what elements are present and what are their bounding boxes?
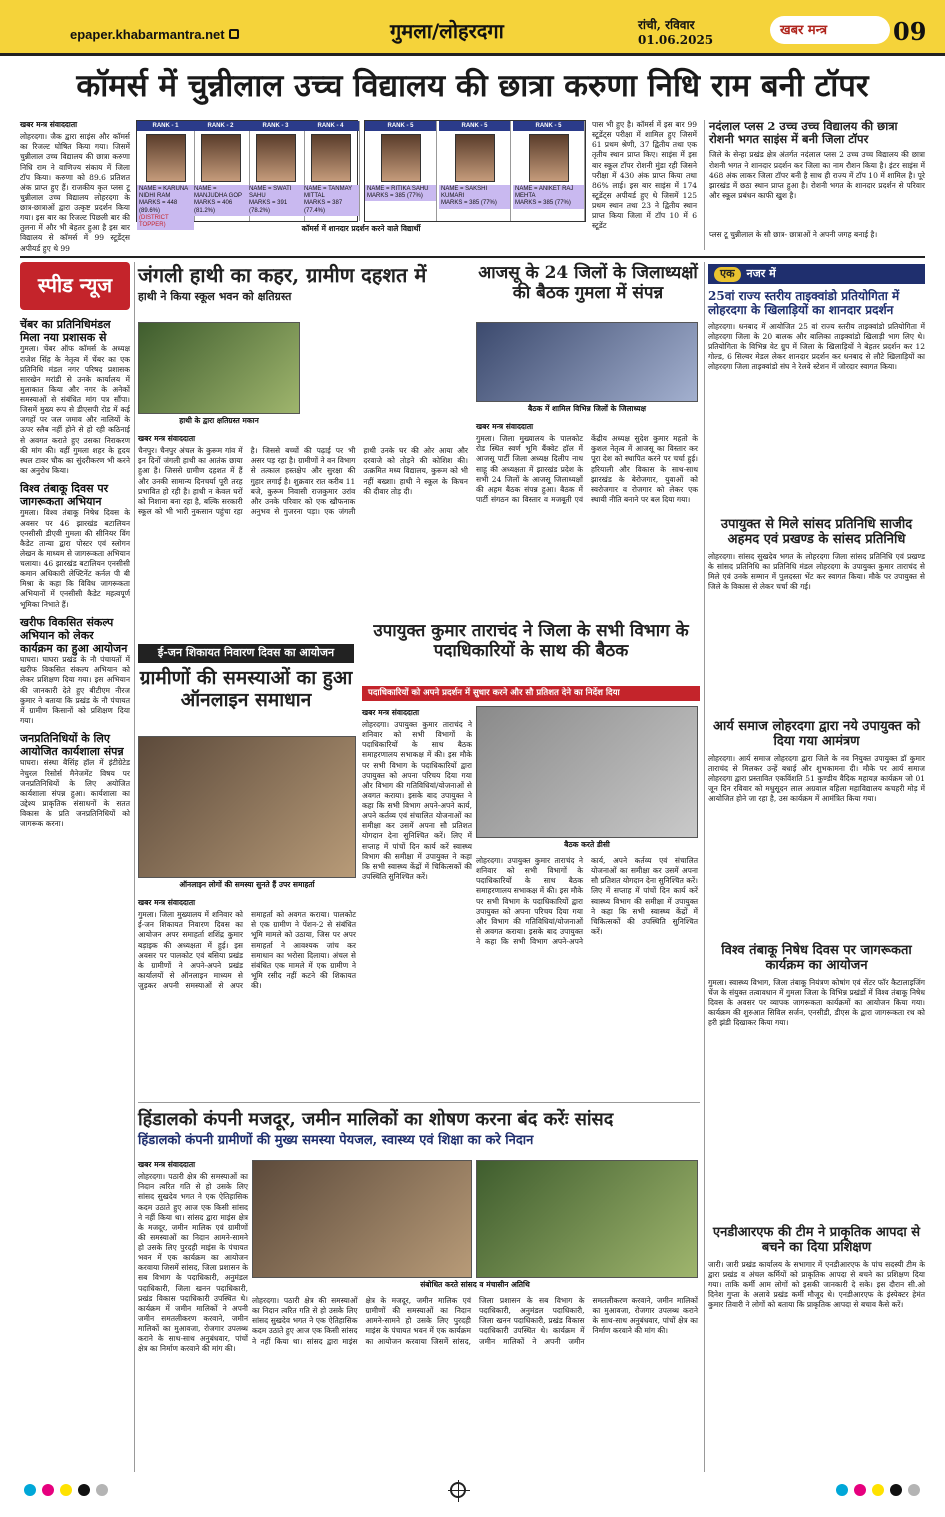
site-url-text[interactable]: epaper.khabarmantra.net bbox=[70, 27, 225, 42]
ajsu-body: गुमला। जिला मुख्यालय के पालकोट रोड स्थित स्वर्ण भूमि बैंक्वेट हॉल में आजसू पार्टी जिला अध्यक्ष दिलीप नाथ साहू की अध्यक्षता में झारखंड प्रदेश के सभी 24 जिलों के आजसू जिलाध्यक्षों की अहम बैठक संपन्न हुआ। बैठक में पार्टी संगठन का विस्तार व मजबूती एवं केंद्रीय अध्यक्ष सुदेश कुमार महतो के कुशल नेतृत्व में आजसू का विस्तार कर पूरा देश को स्थापित करने पर चर्चा हुई। हरियाली और विकास के साथ-साथ झारखंड के बेरोजगार, युवाओं को स्वरोजगार व रोजगार को लेकर एक स्थायी नीति बनाने पर बल दिया गया। bbox=[476, 434, 698, 504]
dateline bbox=[638, 18, 713, 48]
topper-marks: MARKS = 448 (89.6%) bbox=[139, 200, 178, 214]
divider bbox=[138, 1102, 700, 1103]
city-day: रांची, रविवार bbox=[638, 18, 695, 32]
topper-photo bbox=[146, 134, 186, 182]
taekwondo-body: लोहरदगा। धनबाद में आयोजित 25 वां राज्य स्तरीय ताइक्वांडो प्रतियोगिता में लोहरदगा जिला के 20 बालक और बालिका ताइक्वांडो खिलाड़ी भाग लिए थे। प्रतियोगिता के विभिन्न वेट ग्रुप में जिला के खिलाड़ियों ने बेहतर प्रदर्शन कर 12 गोल्ड, 6 सिल्वर मेडल लेकर शानदार प्रदर्शन कर धनबाद से लौटे खिलाड़ियों का लोहरदगा जिला ताइक्वांडो संघ ने रेलवे स्टेशन में जोरदार स्वागत किया। bbox=[708, 321, 925, 372]
hindalco-col1 bbox=[138, 1158, 248, 1468]
topper-marks: MARKS = 385 (77%) bbox=[441, 200, 497, 207]
hindalco-headline: हिंडालको कंपनी मजदूर, जमीन मालिकों का शोषण करना बंद करेंः सांसद bbox=[138, 1109, 614, 1130]
ejan-caption: ऑनलाइन लोगों की समस्या सुनते हैं उपर समाहर्ता bbox=[179, 880, 315, 889]
speed-news-badge: स्पीड न्यूज bbox=[20, 262, 130, 310]
topper-card bbox=[302, 121, 360, 221]
side-top-headline: नदंलाल प्लस 2 उच्च उच्च विद्यालय की छात्रा रोशनी भगत साइंस में बनी जिला टॉपर bbox=[709, 119, 898, 147]
topper-name-text: NAME = RITIKA SAHU bbox=[367, 186, 429, 193]
arya-headline: आर्य समाज लोहरदगा द्वारा नये उपायुक्त को दिया गया आमंत्रण bbox=[713, 719, 920, 749]
topper-card bbox=[439, 121, 511, 221]
speed-news-body: गुमला। चेंबर ऑफ कॉमर्स के अध्यक्ष राजेश सिंह के नेतृत्व में चेंबर का एक प्रतिनिधि मंडल नगर परिषद प्रशासक सारखेन मरांडी से उनके कार्यालय में मुलाकात किया और नगर के अनेकों समस्याओं से संबंधित मांग पत्र सौंपा। जिसमें मुख्य रूप से डीएसपी रोड में कई जगहों पर जल जमाव और नालियों के ऊपर स्लैब नहीं होने से हो रही कठिनाई से अवगत कराते हुए उसका निराकरण की मांग की। वहीं गुमला शहर के हृदय स्थल टावर चौक का सुंदरीकरण भी करने का अनुरोध किया। bbox=[20, 344, 130, 475]
topper-card bbox=[137, 121, 195, 229]
ejan-byline: खबर मन्त्र संवाददाता bbox=[138, 898, 196, 907]
topper-name bbox=[302, 185, 359, 216]
dc-mp-headline: उपायुक्त से मिले सांसद प्रतिनिधि साजीद अहमद एवं प्रखण्ड के सांसद प्रतिनिधि bbox=[720, 517, 913, 547]
lead-body: लोहरदगा। जैक द्वारा साइंस और कॉमर्स का रिजल्ट घोषित किया गया। जिसमें चुन्नीलाल उच्च विद्यालय की छात्रा करुणा निधि राम ने वाणिज्य संकाय में जिला टॉप किया। करुणा को 89.6 प्रतिशत अंक प्राप्त हुए हैं। राजकीय कृत प्लस टू चुन्नीलाल उच्च विद्यालय लोहरदगा के छात्र-छात्राओं द्वारा उत्कृष्ट प्रदर्शन किया गया। इस बार का रिजल्ट पिछली बार की तुलना में और भी बेहतर हुआ है इस बार विद्यालय से कॉमर्स में 99 स्टूडेंट्स अपीयर्ड हुए थे 99 bbox=[20, 132, 130, 253]
topper-photo bbox=[455, 134, 495, 182]
topper-card bbox=[513, 121, 585, 221]
topper-photo bbox=[381, 134, 421, 182]
speed-news-title: खरीफ विकसित संकल्प अभियान को लेकर कार्यक्रम का हुआ आयोजन bbox=[20, 615, 128, 655]
dc-meeting-caption: बैठक करते डीसी bbox=[564, 840, 610, 849]
speed-news-column bbox=[20, 312, 130, 1472]
ek-badge: एक bbox=[714, 267, 741, 282]
topper-rank: RANK - 1 bbox=[137, 121, 194, 131]
registration-mark-icon bbox=[450, 1482, 466, 1498]
elephant-caption: हाथी के द्वारा क्षतिग्रस्त मकान bbox=[179, 416, 259, 425]
color-bar-right bbox=[836, 1484, 920, 1496]
ejan-body-block bbox=[138, 896, 356, 1096]
topper-name-text: NAME = TANMAY MITTAL bbox=[304, 186, 353, 200]
color-swatch bbox=[42, 1484, 54, 1496]
ejan-headline: ग्रामीणों की समस्याओं का हुआ ऑनलाइन समाधान bbox=[139, 667, 353, 711]
speed-news-title: जनप्रतिनिधियों के लिए आयोजित कार्यशाला संपन्न bbox=[20, 732, 124, 759]
topper-name-text: NAME = SAKSHI KUMARI bbox=[441, 186, 488, 200]
cursor-icon bbox=[229, 29, 239, 39]
toppers-photo-set-2 bbox=[364, 120, 586, 222]
topper-card bbox=[247, 121, 305, 221]
dc-meeting-headline: उपायुक्त कुमार ताराचंद ने जिला के सभी विभाग के पदाधिकारियों के साथ की बैठक bbox=[373, 621, 689, 661]
topper-rank: RANK - 5 bbox=[439, 121, 510, 131]
hindalco-subhead: हिंडालको कंपनी ग्रामीणों की मुख्य समस्या पेयजल, स्वास्थ्य एवं शिक्षा का करे निदान bbox=[138, 1133, 534, 1148]
elephant-story bbox=[138, 264, 468, 304]
lead-story-col1 bbox=[20, 118, 130, 253]
ejan-body: गुमला। जिला मुख्यालय में शनिवार को ई-जन शिकायत निवारण दिवस का आयोजन अपर समाहर्ता शशिंद्र कुमार बड़ाइक की अध्यक्षता में हुई। इस अवसर पर पालकोट एवं बसिया प्रखंड के ग्रामीणों ने अपने-अपने प्रखंड कार्यालयों से ऑनलाइन माध्यम से जुड़कर अपनी समस्याओं से अपर समाहर्ता को अवगत कराया। पालकोट से एक ग्रामीण ने पेंशन-2 से संबंधित भूमि मामले को उठाया, जिस पर अपर समाहर्ता ने आवश्यक जांच कर समाधान का भरोसा दिलाया। अंचल से संबंधित एक मामले में एक ग्रामीण ने भूमि रसीद नहीं कटने की शिकायत की। bbox=[138, 910, 356, 990]
divider bbox=[704, 262, 705, 1472]
speed-news-body: गुमला। विश्व तंबाकू निषेध दिवस के अवसर पर 46 झारखंड बटालियन एनसीसी डीएवी गुमला की सीनियर विंग कैडेट तान्या द्वारा पोस्टर एवं स्लोगन लेखन के माध्यम से जागरूकता अभियान चलाया। 46 झारखंड बटालियन एनसीसी कमान अधिकारी लेफ्टिनेंट कर्नल पी बी मिश्रा के कहा कि विविध जागरूकता अभियानों में एनसीसी कैडेट महत्वपूर्ण भूमिका निभाते हैं। bbox=[20, 508, 130, 609]
color-swatch bbox=[908, 1484, 920, 1496]
divider bbox=[134, 262, 135, 1472]
speed-news-body: घाघरा। घाघरा प्रखंड के नौ पंचायतों में खरीफ विकसित संकल्प अभियान को लेकर प्रशिक्षण दिया गया। इस अभियान की जानकारी देते हुए बीटीएम नीरज कुमार ने बताया कि प्रखंड के नौ पंचायत में ग्रामीण किसानों को प्रशिक्षण दिया गया। bbox=[20, 655, 130, 725]
site-url[interactable] bbox=[70, 26, 239, 44]
hindalco-photo-1 bbox=[252, 1160, 472, 1278]
dc-meeting-body-left: लोहरदगा। उपायुक्त कुमार ताराचंद ने शनिवार को सभी विभागों के पदाधिकारियों के साथ बैठक समाहरणालय सभाकक्ष में की। इस मौके पर सभी विभाग के पदाधिकारियों द्वारा उपायुक्त को अपना परिचय दिया गया और विभाग की गतिविधियां/योजनाओं से अवगत कराया। इसके बाद उपायुक्त ने कहा कि सभी विभाग अपने-अपने कार्य, अपने कर्तव्य एवं संचालित योजनाओं का समीक्षा कर उसमें अपना सौ प्रतिशत योगदान देना सुनिश्चित करें। लिए में सप्ताह में पांचों दिन कार्य करें स्वास्थ्य विभाग की समीक्षा में उपायुक्त ने कहा कि सभी स्वास्थ्य केंद्रों में चिकित्सकों की उपस्थिति सुनिश्चित करें। bbox=[362, 720, 472, 881]
toppers-photo-set-1 bbox=[136, 120, 358, 229]
side-top-tail: प्लस टू चुन्नीलाल के सौ छात्र- छात्राओं ने अपनी जगह बनाई है। bbox=[709, 230, 878, 240]
topper-marks: MARKS = 391 (78.2%) bbox=[249, 200, 288, 214]
speed-news-title: विश्व तंबाकू दिवस पर जागरूकता अभियान bbox=[20, 482, 109, 509]
ejan-photo bbox=[138, 736, 356, 878]
topper-photo bbox=[201, 134, 241, 182]
ajsu-photo bbox=[476, 322, 698, 402]
lead-headline: कॉमर्स में चुन्नीलाल उच्च विद्यालय की छात्रा करुणा निधि राम बनी टॉपर bbox=[76, 68, 869, 104]
topper-rank: RANK - 5 bbox=[513, 121, 584, 131]
topper-name-text: NAME = SWATI SAHU bbox=[249, 186, 292, 200]
tobacco-headline: विश्व तंबाकू निषेध दिवस पर जागरूकता कार्यक्रम का आयोजन bbox=[721, 943, 912, 973]
topper-photo bbox=[529, 134, 569, 182]
ejan-bar: ई-जन शिकायत निवारण दिवस का आयोजन bbox=[138, 644, 354, 663]
color-swatch bbox=[890, 1484, 902, 1496]
tobacco-story bbox=[708, 944, 925, 1210]
topper-name-text: NAME = MANJUDHA GOP bbox=[194, 186, 243, 200]
hindalco-caption: संबोधित करते सांसद व मंचासीन अतिथि bbox=[420, 1280, 530, 1289]
dc-mp-story bbox=[708, 518, 925, 692]
ajsu-caption: बैठक में शामिल विभिन्न जिलों के जिलाध्यक्ष bbox=[527, 404, 647, 413]
hindalco-byline: खबर मन्त्र संवाददाता bbox=[138, 1160, 196, 1169]
speed-news-title: चेंबर का प्रतिनिधिमंडल मिला नया प्रशासक से bbox=[20, 318, 111, 345]
side-top-body: जिले के सेन्हा प्रखंड क्षेत्र अंतर्गत नदंलाल प्लस 2 उच्च उच्च विद्यालय की छात्रा रोशनी भगत ने शानदार प्रदर्शन कर जिला का नाम रौशन किया है। इंटर साइंस में 468 अंक लाकर जिला टॉपर बनी है साथ ही राज्य में टॉप 10 में शामिल है। पूरे झारखंड में छठा स्थान प्राप्त हुआ है। रोशनी भगत के शानदार प्रदर्शन से परिवार और स्कूल प्रबंधन काफी खुश है। bbox=[709, 150, 925, 200]
elephant-subhead: हाथी ने किया स्कूल भवन को क्षतिग्रस्त bbox=[138, 290, 292, 303]
side-top-story bbox=[704, 120, 925, 250]
topper-photo bbox=[311, 134, 351, 182]
dc-meeting-photo bbox=[476, 706, 698, 838]
hindalco-body-left: लोहरदगा। पठारी क्षेत्र की समस्याओं का निदान त्वरित गति से हो उसके लिए सांसद सुखदेव भगत ने एक ऐतिहासिक कदम उठाते हुए आज एक किसी सांसद ने नहीं किया था। सांसद द्वारा माइंस क्षेत्र के मजदूर, जमीन मालिक एवं ग्रामीणों की समस्याओं का निदान आमने-सामने हो उसके लिए पुरदही माइंस के पंचायत भवन में एक कार्यक्रम का आयोजन करवाया जिसमें सांसद, जिला प्रशासन के सब विभाग के पदाधिकारी, अनुमंडल पदाधिकारी, जिला खनन पदाधिकारी, प्रखंड विकास पदाधिकारी उपस्थित थे। कार्यक्रम में जमीन मालिकों ने अपनी जमीन समतलीकरण करवाने, जमीन मालिकों का मुआवजा, रोजगार उपलब्ध कराने के साथ-साथ अनुबंधवार, पांचों क्षेत्र का निर्माण करवाने की मांग की। bbox=[138, 1172, 248, 1354]
divider bbox=[20, 256, 925, 258]
topper-note: (DISTRICT TOPPER) bbox=[139, 214, 169, 229]
topper-name-text: NAME = KARUNA NIDHI RAM bbox=[139, 186, 188, 200]
date: 01.06.2025 bbox=[638, 33, 714, 47]
dc-meeting-subhead: पदाधिकारियों को अपने प्रदर्शन में सुधार करने और सौ प्रतिशत देने का निर्देश दिया bbox=[362, 686, 700, 701]
topper-rank: RANK - 4 bbox=[302, 121, 359, 131]
topper-marks: MARKS = 385 (77%) bbox=[367, 193, 423, 200]
color-swatch bbox=[836, 1484, 848, 1496]
elephant-body: चैनपुर। चैनपुर अंचल के कुरूम गांव में इन दिनों जंगली हाथी का आतंक छाया हुआ है। जिससे ग्रामीण दहशत में हैं और उनकी सामान्य दिनचर्या पूरी तरह प्रभावित हो रही है। हाथी न केवल घरों को निशाना बना रहा है, बल्कि सरकारी स्कूल को भी भारी नुकसान पहुंचा रहा है। जिससे बच्चों की पढ़ाई पर भी असर पड़ रहा है। ग्रामीणों ने वन विभाग से तत्काल हस्तक्षेप और सुरक्षा की गुहार लगाई है। शुक्रवार रात करीब 11 बजे, कुरूम निवासी राजकुमार उरांव और उनके परिवार को एक खौफनाक अनुभव से गुजरना पड़ा। एक जंगली हाथी उनके घर की ओर आया और दरवाजे को तोड़ने की कोशिश की। उत्क्रमित मध्य विद्यालय, कुरूम को भी नहीं बख्शा। हाथी ने स्कूल के किचन की दीवार तोड़ दी। bbox=[138, 446, 468, 516]
topper-rank: RANK - 2 bbox=[192, 121, 249, 131]
page-number: 09 bbox=[893, 17, 927, 46]
topper-marks: MARKS = 406 (81.2%) bbox=[194, 200, 233, 214]
ndrf-headline: एनडीआरएफ की टीम ने प्राकृतिक आपदा से बचने का दिया प्रशिक्षण bbox=[712, 1225, 921, 1255]
dc-mp-body: लोहरदगा। सांसद सुखदेव भगत के लोहरदगा जिला सांसद प्रतिनिधि एवं प्रखण्ड के सांसद प्रतिनिधि का प्रतिनिधि मंडल लोहरदगा के उपायुक्त कुमार ताराचंद से मिले एवं उनके सम्मान में पुलदस्ता भेंट कर स्वागत किया। मौके पर उपायुक्त से जिले के विकास से लेकर चर्चा की गई। bbox=[708, 551, 925, 592]
elephant-headline: जंगली हाथी का कहर, ग्रामीण दहशत में bbox=[138, 263, 427, 287]
nazar-label: नजर में bbox=[746, 267, 776, 280]
topper-name bbox=[439, 185, 510, 209]
speed-news-body: घाघरा। संस्था बैसिंह हॉल में इंटीग्रेटेड नेचुरल रिसोर्स मैनेजमेंट विषय पर जनप्रतिनिधियों के लिए अयोजित कार्यशाला संपन्न हुआ। कार्यशाला का उद्देश्य प्राकृतिक संसाधनों के सतत विकास के प्रति जनप्रतिनिधियों को जागरूक करना। bbox=[20, 758, 130, 829]
elephant-byline: खबर मन्त्र संवाददाता bbox=[138, 434, 196, 443]
elephant-body-block bbox=[138, 432, 468, 638]
masthead bbox=[0, 0, 945, 56]
tobacco-body: गुमला। स्वास्थ्य विभाग, जिला तंबाकू नियंत्रण कोषांग एवं सेंटर फॉर कैटालाइजिंग चेंज के संयुक्त तत्वावधान में गुमला जिला के विभिन्न प्रखंडों में विश्व तंबाकू निषेध दिवस के अवसर पर व्यापक जागरूकता कार्यक्रमों का आयोजन किया गया। कार्यक्रम की शुरुआत सिविल सर्जन, एनसीडी, डीएस के द्वारा जागरूकता रथ को हरी झंडी दिखाकर किया गया। bbox=[708, 977, 925, 1028]
topper-rank: RANK - 5 bbox=[365, 121, 436, 131]
dc-meeting-byline: खबर मन्त्र संवाददाता bbox=[362, 708, 420, 717]
brand-name: खबर मन्त्र bbox=[780, 23, 828, 38]
ajsu-body-block bbox=[476, 420, 698, 616]
topper-card bbox=[192, 121, 250, 221]
ajsu-headline: आजसू के 24 जिलों के जिलाध्यक्षों की बैठक गुमला में संपन्न bbox=[478, 263, 698, 303]
color-swatch bbox=[78, 1484, 90, 1496]
arya-body: लोहरदगा। आर्य समाज लोहरदगा द्वारा जिले के नव नियुक्त उपायुक्त डॉ कुमार ताराचंद से मिलकर उन्हें बधाई और शुभकामना दी। मौके पर आर्य समाज लोहरदगा द्वारा प्रस्तावित एकविंशति 51 कुण्डीय वैदिक महायज्ञ कार्यक्रम जो 01 जून दिन रविवार को मधुसूदन लाल अग्रवाल वहिला महाविद्यालय कचहरी मोड़ में आयोजित होने जा रहा है, उस कार्यक्रम में आमंत्रित किया गया। bbox=[708, 753, 925, 804]
ajsu-byline: खबर मन्त्र संवाददाता bbox=[476, 422, 534, 431]
topper-photo bbox=[256, 134, 296, 182]
hindalco-photo-2 bbox=[476, 1160, 698, 1278]
section-title: गुमला/लोहरदगा bbox=[390, 19, 504, 43]
ndrf-story bbox=[708, 1226, 925, 1466]
taekwondo-headline: 25वां राज्य स्तरीय ताइक्वांडो प्रतियोगिता में लोहरदगा के खिलाड़ियों का शानदार प्रदर्शन bbox=[708, 289, 900, 317]
taekwondo-story bbox=[708, 290, 925, 518]
lead-byline: खबर मन्त्र संवाददाता bbox=[20, 120, 78, 129]
topper-name bbox=[365, 185, 436, 201]
ek-nazar-bar bbox=[708, 264, 925, 284]
topper-marks: MARKS = 385 (77%) bbox=[515, 200, 571, 207]
toppers-caption: कॉमर्स में शानदार प्रदर्शन करने वाले विद्यार्थी bbox=[301, 224, 421, 233]
topper-name-text: NAME = ANIKET RAJ MEHTA bbox=[515, 186, 574, 200]
color-bar-left bbox=[24, 1484, 108, 1496]
topper-name bbox=[513, 185, 584, 209]
color-swatch bbox=[96, 1484, 108, 1496]
color-swatch bbox=[24, 1484, 36, 1496]
color-swatch bbox=[854, 1484, 866, 1496]
hindalco-body: लोहरदगा। पठारी क्षेत्र की समस्याओं का निदान त्वरित गति से हो उसके लिए सांसद सुखदेव भगत ने एक ऐतिहासिक कदम उठाते हुए आज एक किसी सांसद ने नहीं किया था। सांसद द्वारा माइंस क्षेत्र के मजदूर, जमीन मालिक एवं ग्रामीणों की समस्याओं का निदान आमने-सामने हो उसके लिए पुरदही माइंस के पंचायत भवन में एक कार्यक्रम का आयोजन करवाया जिसमें सांसद, जिला प्रशासन के सब विभाग के पदाधिकारी, अनुमंडल पदाधिकारी, जिला खनन पदाधिकारी, प्रखंड विकास पदाधिकारी उपस्थित थे। कार्यक्रम में जमीन मालिकों ने अपनी जमीन समतलीकरण करवाने, जमीन मालिकों का मुआवजा, रोजगार उपलब्ध कराने के साथ-साथ अनुबंधवार, पांचों क्षेत्र का निर्माण करवाने की मांग की। bbox=[252, 1296, 698, 1346]
color-swatch bbox=[872, 1484, 884, 1496]
lead-body-2: पास भी हुए है। कॉमर्स में इस बार 99 स्टूडेंट्स परीक्षा में शामिल हुए जिसमें 61 प्रथम श्रेणी, 37 द्वितीय तथा एक तृतीय स्थान प्राप्त किए। साइंस में इस बार स्कूल टॉपर रोशनी मुंडा रही जिसने परीक्षा में 430 अंक प्राप्त किया तथा 86% लाई। इस बार साइंस में 174 स्टूडेंट्स अपीयर्ड हुए थे जिसमें 125 प्रथम स्थान तथा 23 ने द्वितीय स्थान प्राप्त किया जिला में टॉप 10 में 6 स्टूडेंट bbox=[592, 120, 697, 231]
ajsu-story bbox=[476, 264, 700, 303]
elephant-photo bbox=[138, 322, 300, 414]
brand-logo bbox=[770, 16, 890, 44]
topper-marks: MARKS = 387 (77.4%) bbox=[304, 200, 343, 214]
topper-name bbox=[247, 185, 304, 216]
color-swatch bbox=[60, 1484, 72, 1496]
arya-story bbox=[708, 720, 925, 930]
dc-meeting-body: लोहरदगा। उपायुक्त कुमार ताराचंद ने शनिवार को सभी विभागों के पदाधिकारियों के साथ बैठक समाहरणालय सभाकक्ष में की। इस मौके पर सभी विभाग के पदाधिकारियों द्वारा उपायुक्त को अपना परिचय दिया गया और विभाग की गतिविधियां/योजनाओं से अवगत कराया। इसके बाद उपायुक्त ने कहा कि सभी विभाग अपने-अपने कार्य, अपने कर्तव्य एवं संचालित योजनाओं का समीक्षा कर उसमें अपना सौ प्रतिशत योगदान देना सुनिश्चित करें। लिए में सप्ताह में पांचों दिन कार्य करें स्वास्थ्य विभाग की समीक्षा में उपायुक्त ने कहा कि सभी स्वास्थ्य केंद्रों में चिकित्सकों की उपस्थिति सुनिश्चित करें। bbox=[476, 856, 698, 946]
topper-name bbox=[192, 185, 249, 216]
topper-rank: RANK - 3 bbox=[247, 121, 304, 131]
ndrf-body: जारी। जारी प्रखंड कार्यालय के सभागार में एनडीआरएफ के पांच सदस्यी टीम के द्वारा प्रखंड व अंचल कर्मियों को प्राकृतिक आपदा से बचने का प्रशिक्षण दिया गया। ताकि कर्मी आम लोगों को इसकी जानकारी दे सके। इस दौरान सी.ओ दिनेश गुप्ता के अलावे प्रखंड कर्मी मौजूद थे। एनडीआरएफ के इंस्पेक्टर हेमंत कुमार तिवारी ने लोगों को बताया कि प्राकृतिक आपदा से बचाव कैसे करें। bbox=[708, 1259, 925, 1310]
topper-card bbox=[365, 121, 437, 221]
